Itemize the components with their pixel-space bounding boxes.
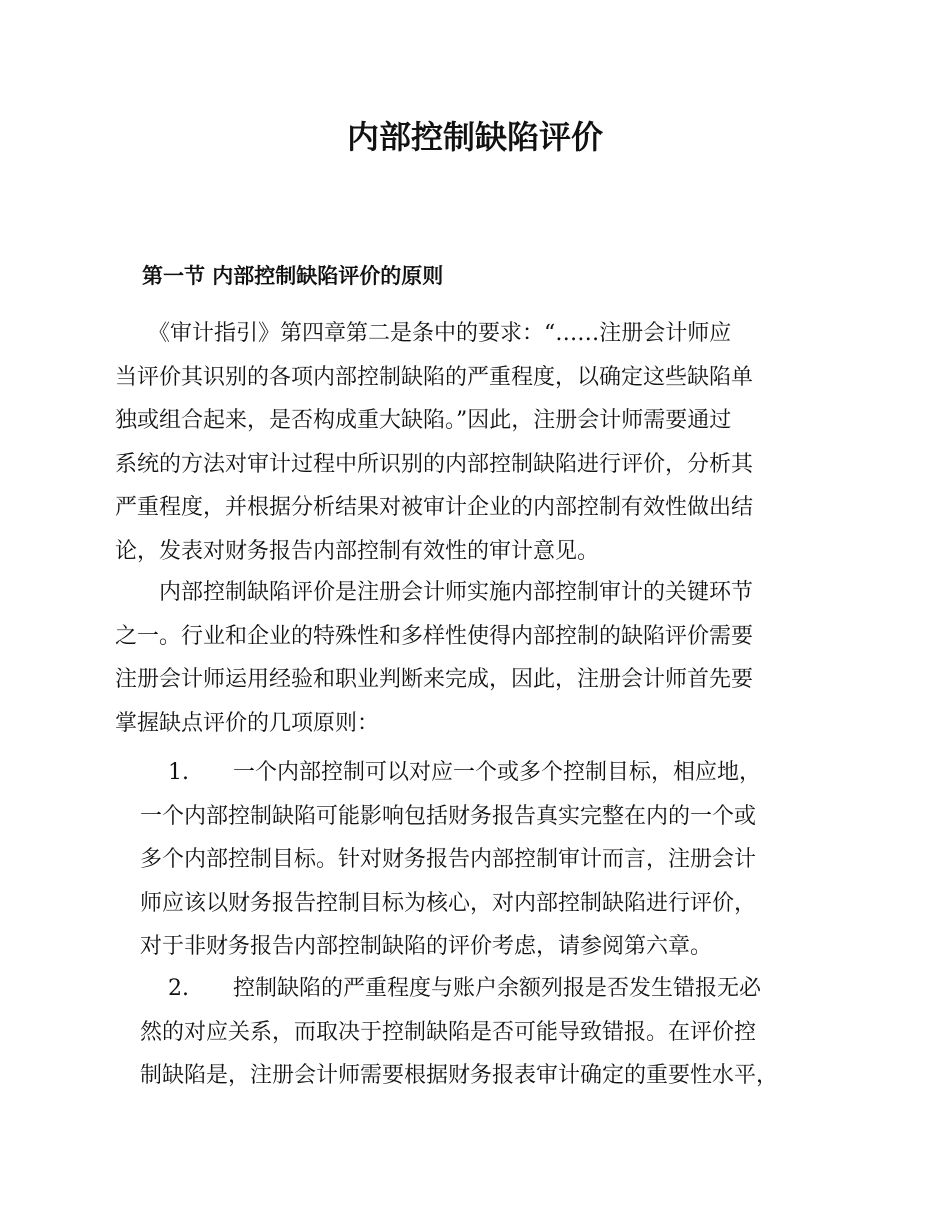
paragraph-line: 系统的方法对审计过程中所识别的内部控制缺陷进行评价，分析其	[115, 451, 754, 477]
list-item-text: 控制缺陷的严重程度与账户余额列报是否发生错报无必	[233, 976, 762, 1001]
paragraph-line: 掌握缺点评价的几项原则：	[115, 710, 380, 736]
list-item-1	[140, 751, 850, 969]
paragraph-2	[115, 571, 845, 745]
paragraph-line: 独或组合起来，是否构成重大缺陷。”因此，注册会计师需要通过	[115, 408, 732, 433]
paragraph-line: 内部控制缺陷评价是注册会计师实施内部控制审计的关键环节	[115, 580, 754, 605]
list-item-number: 1.	[168, 760, 189, 785]
paragraph-line: 当评价其识别的各项内部控制缺陷的严重程度，以确定这些缺陷单	[115, 364, 754, 390]
paragraph-line: 《审计指引》第四章第二是条中的要求：“……注册会计师应	[115, 321, 732, 346]
paragraph-line: 注册会计师运用经验和职业判断来完成，因此，注册会计师首先要	[115, 667, 754, 692]
paragraph-line: 之一。行业和企业的特殊性和多样性使得内部控制的缺陷评价需要	[115, 623, 754, 649]
list-item-line: 对于非财务报告内部控制缺陷的评价考虑，请参阅第六章。	[140, 934, 713, 959]
list-item-line: 多个内部控制目标。针对财务报告内部控制审计而言，注册会计	[140, 847, 757, 872]
list-item-line: 一个内部控制缺陷可能影响包括财务报告真实完整在内的一个或	[140, 803, 757, 829]
list-item-2	[140, 967, 850, 1098]
list-item-text: 一个内部控制可以对应一个或多个控制目标，相应地，	[233, 760, 762, 785]
document-title: 内部控制缺陷评价	[346, 118, 603, 156]
paragraph-line: 论，发表对财务报告内部控制有效性的审计意见。	[115, 538, 600, 564]
list-item-first-line	[140, 751, 850, 795]
list-item-line: 制缺陷是，注册会计师需要根据财务报表审计确定的重要性水平，	[140, 1063, 779, 1088]
list-item-first-line	[140, 967, 850, 1011]
paragraph-line: 严重程度，并根据分析结果对被审计企业的内部控制有效性做出结	[115, 495, 754, 520]
list-item-number: 2.	[168, 976, 189, 1001]
list-item-line: 然的对应关系，而取决于控制缺陷是否可能导致错报。在评价控	[140, 1019, 757, 1045]
section-heading: 第一节 内部控制缺陷评价的原则	[142, 264, 444, 288]
list-item-line: 师应该以财务报告控制目标为核心，对内部控制缺陷进行评价，	[140, 890, 757, 916]
paragraph-1	[115, 312, 845, 573]
